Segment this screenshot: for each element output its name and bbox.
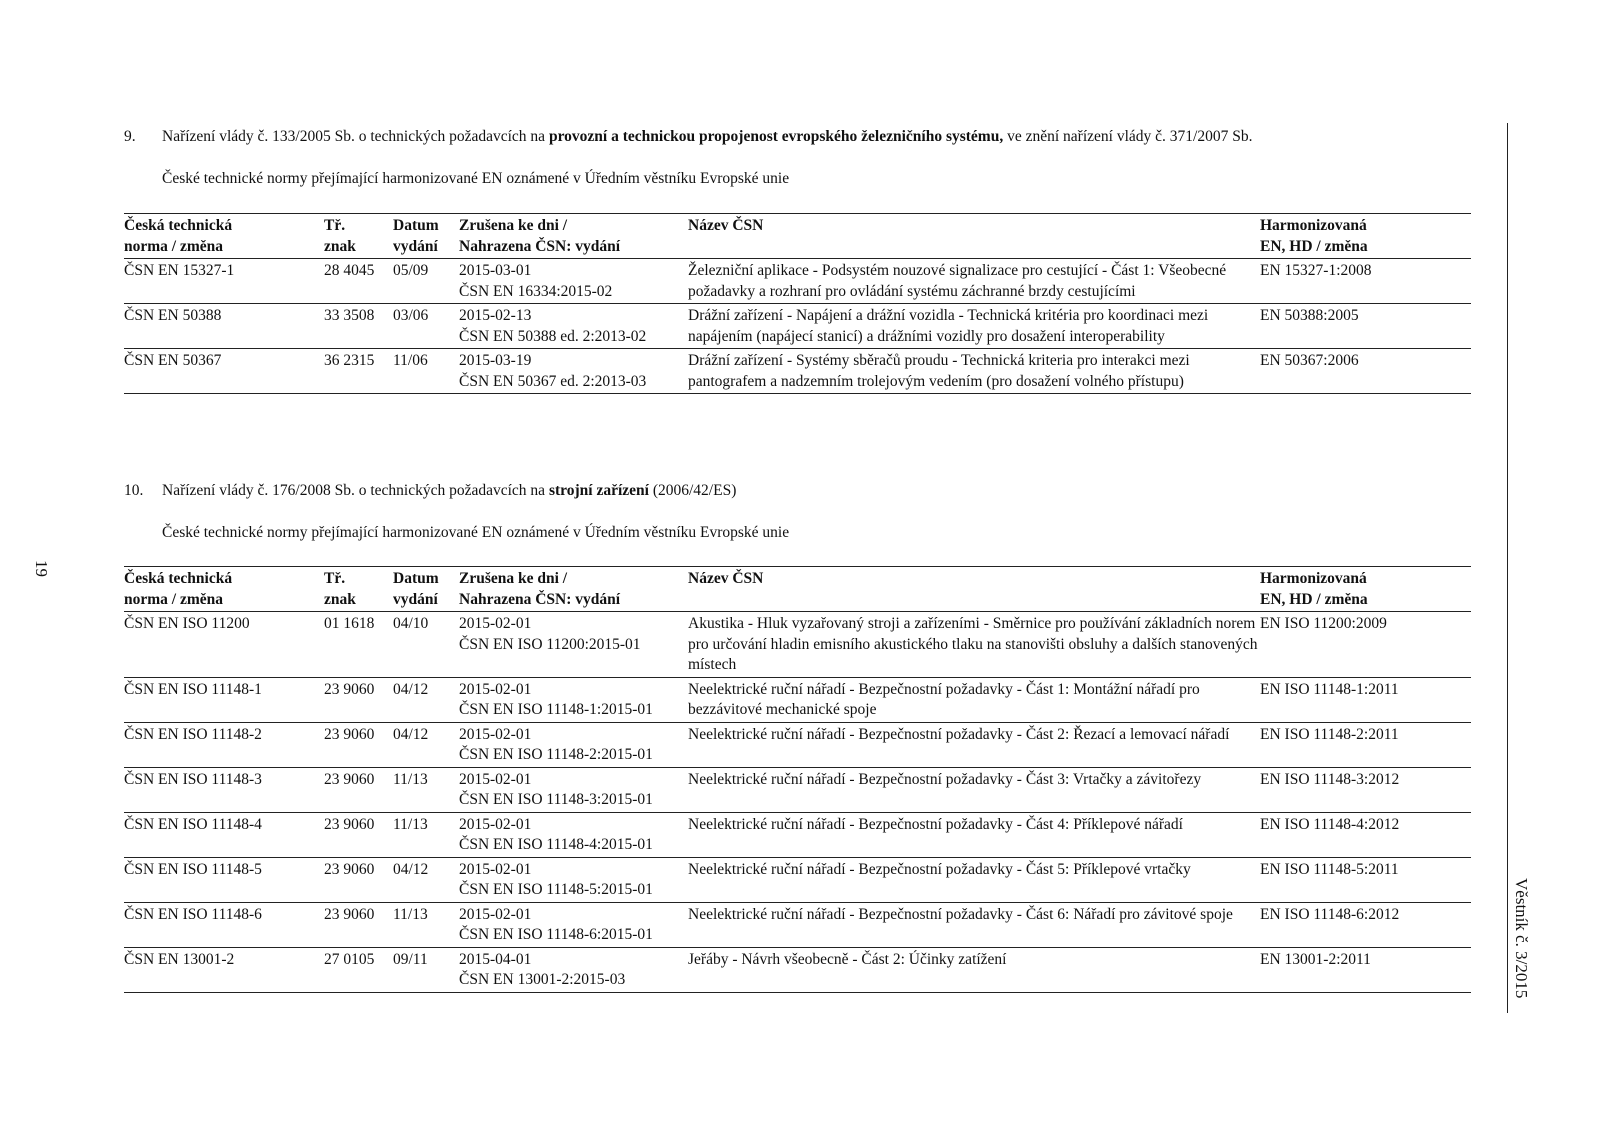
page-number: 19 bbox=[32, 560, 51, 577]
cell-nahrazena: ČSN EN ISO 11148-2:2015-01 bbox=[459, 746, 653, 763]
cell-trida: 28 4045 bbox=[324, 262, 375, 279]
cell-zrusena bbox=[459, 612, 688, 678]
cell-norma: ČSN EN 50367 bbox=[124, 352, 222, 369]
cell-norma: ČSN EN 15327-1 bbox=[124, 262, 235, 279]
section9-subtitle: České technické normy přejímající harmonizované EN oznámené v Úředním věstníku Evropské unie bbox=[162, 170, 790, 187]
section9-title bbox=[124, 128, 1252, 146]
section10-rows bbox=[124, 612, 1471, 993]
section9-title-pre: Nařízení vlády č. 133/2005 Sb. o technických požadavcích na bbox=[162, 128, 549, 145]
cell-zrusena bbox=[459, 857, 688, 902]
col-norma-header: Česká technická norma / změna bbox=[124, 217, 233, 255]
cell-zrusena bbox=[459, 304, 688, 349]
cell-norma: ČSN EN ISO 11148-1 bbox=[124, 680, 262, 698]
cell-harm: EN ISO 11148-4:2012 bbox=[1260, 815, 1400, 833]
cell-nazev: Neelektrické ruční nářadí - Bezpečnostní požadavky - Část 6: Nářadí pro závitové spoje bbox=[688, 905, 1233, 923]
section9-table bbox=[124, 213, 1471, 394]
cell-nahrazena: ČSN EN ISO 11200:2015-01 bbox=[459, 635, 641, 653]
cell-trida: 23 9060 bbox=[324, 815, 375, 833]
cell-datum: 11/06 bbox=[393, 352, 428, 369]
cell-harm: EN ISO 11200:2009 bbox=[1260, 615, 1387, 632]
cell-datum: 04/10 bbox=[393, 615, 429, 632]
section10-title-pre: Nařízení vlády č. 176/2008 Sb. o technických požadavcích na bbox=[162, 482, 549, 499]
cell-nahrazena: ČSN EN 16334:2015-02 bbox=[459, 282, 613, 300]
cell-trida: 33 3508 bbox=[324, 307, 375, 324]
cell-nazev: Drážní zařízení - Napájení a drážní vozidla - Technická kritéria pro koordinaci mezi napájením (napájecí stanicí) a drážními vozidly pro dosažení interoperability bbox=[688, 307, 1209, 345]
table-row bbox=[124, 259, 1471, 304]
section9-title-post: ve znění nařízení vlády č. 371/2007 Sb. bbox=[1003, 128, 1253, 145]
cell-norma: ČSN EN ISO 11200 bbox=[124, 615, 250, 632]
cell-datum: 04/12 bbox=[393, 725, 429, 743]
cell-norma: ČSN EN ISO 11148-6 bbox=[124, 905, 262, 923]
cell-datum: 11/13 bbox=[393, 815, 428, 833]
section10-number: 10. bbox=[124, 482, 144, 499]
cell-norma: ČSN EN ISO 11148-2 bbox=[124, 725, 262, 743]
cell-zrusena-date: 2015-02-01 bbox=[459, 860, 532, 878]
cell-norma: ČSN EN ISO 11148-3 bbox=[124, 770, 262, 788]
cell-zrusena-date: 2015-04-01 bbox=[459, 950, 532, 968]
cell-zrusena-date: 2015-02-01 bbox=[459, 725, 532, 743]
cell-nahrazena: ČSN EN 13001-2:2015-03 bbox=[459, 971, 626, 988]
table-row bbox=[124, 947, 1471, 992]
cell-nahrazena: ČSN EN ISO 11148-6:2015-01 bbox=[459, 926, 653, 943]
cell-datum: 11/13 bbox=[393, 770, 428, 788]
cell-nazev: Železniční aplikace - Podsystém nouzové signalizace pro cestující - Část 1: Všeobecné požadavky a rozhraní pro ovládání systému záchranné brzdy cestujícími bbox=[688, 262, 1227, 300]
cell-norma: ČSN EN 13001-2 bbox=[124, 950, 235, 968]
col-zrusena-header: Zrušena ke dni / Nahrazena ČSN: vydání bbox=[459, 570, 621, 608]
cell-harm: EN ISO 11148-1:2011 bbox=[1260, 680, 1399, 698]
cell-datum: 04/12 bbox=[393, 860, 429, 878]
cell-zrusena-date: 2015-03-01 bbox=[459, 262, 532, 279]
section10-title bbox=[124, 482, 736, 500]
cell-norma: ČSN EN ISO 11148-4 bbox=[124, 815, 262, 833]
cell-zrusena bbox=[459, 722, 688, 767]
cell-trida: 36 2315 bbox=[324, 352, 375, 369]
cell-trida: 23 9060 bbox=[324, 680, 375, 698]
section9-title-bold: provozní a technickou propojenost evropského železničního systému, bbox=[548, 128, 1004, 145]
cell-trida: 23 9060 bbox=[324, 905, 375, 923]
col-harm-header: Harmonizovaná EN, HD / změna bbox=[1260, 570, 1368, 608]
cell-datum: 03/06 bbox=[393, 307, 429, 324]
cell-zrusena-date: 2015-02-13 bbox=[459, 307, 532, 324]
cell-harm: EN 13001-2:2011 bbox=[1260, 950, 1371, 968]
section10-table bbox=[124, 566, 1471, 993]
cell-nazev: Drážní zařízení - Systémy sběračů proudu - Technická kriteria pro interakci mezi pantografem a nadzemním trolejovým vedením (pro dosažení volného přístupu) bbox=[688, 352, 1190, 390]
margin-rule bbox=[1507, 123, 1508, 1013]
cell-trida: 01 1618 bbox=[324, 615, 375, 632]
cell-nazev: Jeřáby - Návrh všeobecně - Část 2: Účinky zatížení bbox=[688, 950, 1007, 968]
cell-harm: EN ISO 11148-5:2011 bbox=[1260, 860, 1399, 878]
table-row bbox=[124, 767, 1471, 812]
cell-zrusena-date: 2015-02-01 bbox=[459, 905, 532, 923]
table-row bbox=[124, 812, 1471, 857]
cell-zrusena bbox=[459, 677, 688, 722]
cell-nahrazena: ČSN EN 50388 ed. 2:2013-02 bbox=[459, 327, 647, 345]
cell-zrusena bbox=[459, 812, 688, 857]
cell-harm: EN ISO 11148-3:2012 bbox=[1260, 770, 1400, 788]
section10-header-row bbox=[124, 567, 1471, 612]
cell-harm: EN 50388:2005 bbox=[1260, 307, 1359, 324]
cell-trida: 23 9060 bbox=[324, 725, 375, 743]
cell-zrusena-date: 2015-02-01 bbox=[459, 615, 532, 632]
table-row bbox=[124, 902, 1471, 947]
cell-nazev: Neelektrické ruční nářadí - Bezpečnostní požadavky - Část 2: Řezací a lemovací nářadí bbox=[688, 725, 1230, 743]
cell-datum: 09/11 bbox=[393, 950, 428, 968]
cell-norma: ČSN EN 50388 bbox=[124, 307, 222, 324]
cell-harm: EN 15327-1:2008 bbox=[1260, 262, 1372, 279]
cell-datum: 11/13 bbox=[393, 905, 428, 923]
table-row bbox=[124, 857, 1471, 902]
cell-harm: EN ISO 11148-2:2011 bbox=[1260, 725, 1399, 743]
section10-title-bold: strojní zařízení bbox=[548, 482, 649, 499]
table-row bbox=[124, 677, 1471, 722]
table-row bbox=[124, 722, 1471, 767]
col-trida-header: Tř. znak bbox=[324, 217, 356, 255]
section10-subtitle: České technické normy přejímající harmonizované EN oznámené v Úředním věstníku Evropské unie bbox=[162, 524, 790, 541]
journal-label: Věstník č. 3/2015 bbox=[1512, 878, 1531, 999]
cell-nahrazena: ČSN EN ISO 11148-1:2015-01 bbox=[459, 701, 653, 718]
table-row bbox=[124, 304, 1471, 349]
section10-title-post: (2006/42/ES) bbox=[648, 482, 737, 499]
cell-zrusena-date: 2015-02-01 bbox=[459, 815, 532, 833]
cell-nahrazena: ČSN EN ISO 11148-3:2015-01 bbox=[459, 791, 653, 808]
cell-trida: 23 9060 bbox=[324, 770, 375, 788]
cell-nazev: Neelektrické ruční nářadí - Bezpečnostní požadavky - Část 1: Montážní nářadí pro bezzávitové mechanické spoje bbox=[688, 680, 1200, 718]
table-row bbox=[124, 349, 1471, 394]
cell-zrusena-date: 2015-03-19 bbox=[459, 352, 532, 369]
cell-norma: ČSN EN ISO 11148-5 bbox=[124, 860, 262, 878]
cell-zrusena bbox=[459, 902, 688, 947]
col-datum-header: Datum vydání bbox=[393, 570, 439, 608]
col-zrusena-header: Zrušena ke dni / Nahrazena ČSN: vydání bbox=[459, 217, 621, 255]
col-norma-header: Česká technická norma / změna bbox=[124, 570, 233, 608]
cell-harm: EN ISO 11148-6:2012 bbox=[1260, 905, 1400, 923]
col-harm-header: Harmonizovaná EN, HD / změna bbox=[1260, 217, 1368, 255]
cell-trida: 27 0105 bbox=[324, 950, 375, 968]
col-nazev-header: Název ČSN bbox=[688, 570, 764, 587]
cell-nazev: Neelektrické ruční nářadí - Bezpečnostní požadavky - Část 5: Příklepové vrtačky bbox=[688, 860, 1191, 878]
col-trida-header: Tř. znak bbox=[324, 570, 356, 608]
cell-harm: EN 50367:2006 bbox=[1260, 352, 1359, 369]
cell-nazev: Neelektrické ruční nářadí - Bezpečnostní požadavky - Část 4: Příklepové nářadí bbox=[688, 815, 1183, 833]
cell-zrusena bbox=[459, 349, 688, 394]
cell-nahrazena: ČSN EN ISO 11148-4:2015-01 bbox=[459, 836, 653, 853]
cell-trida: 23 9060 bbox=[324, 860, 375, 878]
cell-zrusena bbox=[459, 767, 688, 812]
section9-header-row bbox=[124, 214, 1471, 259]
table-row bbox=[124, 612, 1471, 678]
cell-zrusena-date: 2015-02-01 bbox=[459, 680, 532, 698]
cell-zrusena bbox=[459, 259, 688, 304]
cell-datum: 04/12 bbox=[393, 680, 429, 698]
col-datum-header: Datum vydání bbox=[393, 217, 439, 255]
cell-nahrazena: ČSN EN ISO 11148-5:2015-01 bbox=[459, 881, 653, 898]
col-nazev-header: Název ČSN bbox=[688, 217, 764, 234]
section9-number: 9. bbox=[124, 128, 136, 145]
cell-nahrazena: ČSN EN 50367 ed. 2:2013-03 bbox=[459, 372, 647, 390]
cell-zrusena bbox=[459, 947, 688, 992]
section9-rows bbox=[124, 259, 1471, 394]
cell-datum: 05/09 bbox=[393, 262, 429, 279]
cell-nazev: Akustika - Hluk vyzařovaný stroji a zařízeními - Směrnice pro používání základních norem pro určování hladin emisního akustického tlaku na stanovišti obsluhy a dalších stanovených místech bbox=[688, 615, 1258, 673]
cell-zrusena-date: 2015-02-01 bbox=[459, 770, 532, 788]
cell-nazev: Neelektrické ruční nářadí - Bezpečnostní požadavky - Část 3: Vrtačky a závitořezy bbox=[688, 770, 1202, 788]
